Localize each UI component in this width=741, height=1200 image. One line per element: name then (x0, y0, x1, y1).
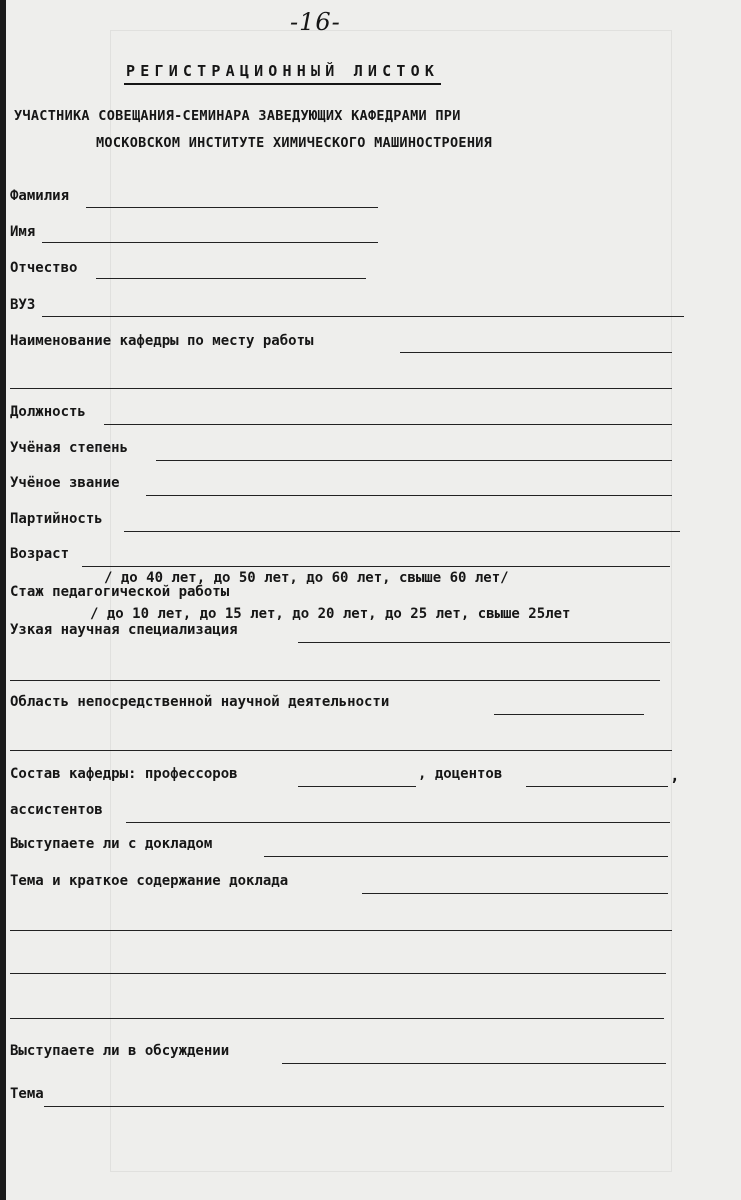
research-area-label: Область непосредственной научной деятельности (10, 694, 390, 710)
assistants-label: ассистентов (10, 802, 103, 818)
bleed-through (110, 30, 672, 1172)
topic-label: Тема (10, 1086, 44, 1102)
discussion-field[interactable] (282, 1063, 666, 1064)
experience-label: Стаж педагогической работы (10, 584, 230, 600)
position-label: Должность (10, 404, 86, 420)
patronymic-label: Отчество (10, 260, 78, 276)
comma: , (670, 766, 680, 785)
report-topic-field-4[interactable] (10, 1018, 664, 1019)
report-topic-field-2[interactable] (10, 930, 672, 931)
report-topic-label: Тема и краткое содержание доклада (10, 873, 289, 889)
surname-field[interactable] (86, 207, 378, 208)
party-label: Партийность (10, 511, 103, 527)
experience-options: / до 10 лет, до 15 лет, до 20 лет, до 25 лет, свыше 25лет (90, 606, 571, 622)
academic-title-field[interactable] (146, 495, 672, 496)
research-area-field[interactable] (494, 714, 644, 715)
staff-label: Состав кафедры: профессоров (10, 766, 238, 782)
department-field-2[interactable] (10, 388, 672, 389)
professors-field[interactable] (298, 786, 416, 787)
party-field[interactable] (124, 531, 680, 532)
name-label: Имя (10, 224, 36, 240)
scan-edge (0, 0, 6, 1200)
docents-label: , доцентов (418, 766, 503, 782)
subtitle-line-1: УЧАСТНИКА СОВЕЩАНИЯ-СЕМИНАРА ЗАВЕДУЮЩИХ КАФЕДРАМИ ПРИ (14, 108, 461, 124)
degree-label: Учёная степень (10, 440, 129, 456)
topic-field[interactable] (44, 1106, 664, 1107)
vuz-label: ВУЗ (10, 297, 36, 313)
patronymic-field[interactable] (96, 278, 366, 279)
surname-label: Фамилия (10, 188, 70, 204)
specialization-label: Узкая научная специализация (10, 622, 238, 638)
department-label: Наименование кафедры по месту работы (10, 333, 314, 349)
age-options: / до 40 лет, до 50 лет, до 60 лет, свыше 60 лет/ (104, 570, 509, 586)
vuz-field[interactable] (42, 316, 684, 317)
degree-field[interactable] (156, 460, 672, 461)
name-field[interactable] (42, 242, 378, 243)
specialization-field[interactable] (298, 642, 670, 643)
specialization-field-2[interactable] (10, 680, 660, 681)
discussion-label: Выступаете ли в обсуждении (10, 1043, 230, 1059)
academic-title-label: Учёное звание (10, 475, 120, 491)
age-label: Возраст (10, 546, 70, 562)
subtitle-line-2: МОСКОВСКОМ ИНСТИТУТЕ ХИМИЧЕСКОГО МАШИНОСТРОЕНИЯ (96, 135, 493, 151)
age-field[interactable] (82, 566, 670, 567)
report-topic-field-3[interactable] (10, 973, 666, 974)
report-label: Выступаете ли с докладом (10, 836, 213, 852)
docents-field[interactable] (526, 786, 668, 787)
form-title: РЕГИСТРАЦИОННЫЙ ЛИСТОК (124, 62, 441, 85)
report-topic-field[interactable] (362, 893, 668, 894)
assistants-field[interactable] (126, 822, 670, 823)
position-field[interactable] (104, 424, 672, 425)
research-area-field-2[interactable] (10, 750, 672, 751)
report-field[interactable] (264, 856, 668, 857)
department-field[interactable] (400, 352, 672, 353)
page-number: -16- (290, 8, 341, 36)
